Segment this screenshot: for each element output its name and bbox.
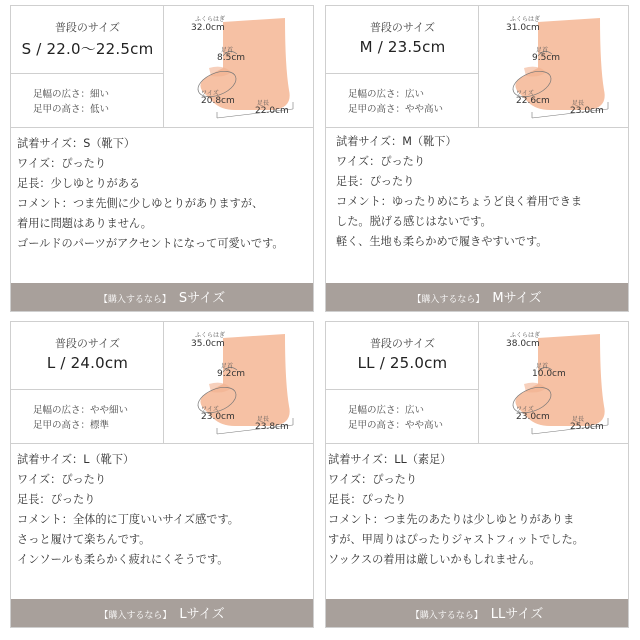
- buy-size-label: Lサイズ: [179, 607, 225, 622]
- description-line: 着用に問題はありません。: [17, 217, 152, 230]
- size-card-l: [10, 321, 314, 628]
- description-line: 足長：ぴったり: [336, 175, 415, 188]
- ankle-label: 足首: [536, 47, 549, 54]
- description-line: ワイズ：ぴったり: [17, 473, 107, 486]
- size-card-m: [325, 5, 629, 312]
- usual-size-value: S / 22.0〜22.5cm: [21, 40, 154, 58]
- description-line: 足長：少しゆとりがある: [17, 177, 141, 190]
- usual-size-label: 普段のサイズ: [54, 337, 121, 350]
- buy-prefix: 【購入するなら】: [412, 295, 485, 305]
- divider: [326, 73, 479, 74]
- length-value: 23.8cm: [255, 422, 289, 432]
- length-label: 足長: [572, 416, 585, 423]
- foot-illustration: [480, 6, 628, 128]
- card-top: [11, 6, 313, 128]
- length-value: 22.0cm: [255, 106, 289, 116]
- foot-width: 足幅の広さ：広い: [348, 405, 425, 416]
- description-line: ワイズ：ぴったり: [17, 157, 107, 170]
- description-line: インソールも柔らかく疲れにくそうです。: [17, 553, 229, 566]
- calf-label: ふくらはぎ: [510, 16, 541, 23]
- foot-illustration: [480, 322, 628, 444]
- description-line: 軽く、生地も柔らかめで履きやすいです。: [336, 235, 548, 248]
- description-line: コメント：つま先側に少しゆとりがありますが、: [17, 197, 264, 210]
- description-line: ワイズ：ぴったり: [336, 155, 426, 168]
- buy-prefix: 【購入するなら】: [98, 295, 171, 305]
- usual-size-box: [11, 6, 164, 128]
- usual-size-value: L / 24.0cm: [46, 354, 129, 372]
- description-line: ワイズ：ぴったり: [328, 473, 418, 486]
- instep-height: 足甲の高さ：標準: [33, 420, 110, 431]
- calf-value: 32.0cm: [191, 23, 225, 33]
- description-line: ゴールドのパーツがアクセントになって可愛いです。: [17, 237, 284, 250]
- ankle-value: 9.2cm: [217, 369, 246, 379]
- description-line: 試着サイズ：LL（素足）: [328, 453, 452, 466]
- ankle-value: 10.0cm: [532, 369, 566, 379]
- usual-size-box: [326, 6, 479, 128]
- calf-value: 31.0cm: [506, 23, 540, 33]
- description-line: さっと履けて楽ちんです。: [17, 533, 151, 546]
- length-label: 足長: [257, 416, 270, 423]
- buy-size-label: Mサイズ: [492, 291, 542, 306]
- fitting-description: [336, 132, 630, 252]
- ankle-label: 足首: [221, 47, 234, 54]
- buy-size-button[interactable]: [11, 599, 313, 627]
- buy-prefix: 【購入するなら】: [410, 611, 483, 621]
- foot-width: 足幅の広さ：細い: [33, 89, 110, 100]
- calf-value: 38.0cm: [506, 339, 540, 349]
- fitting-description: [17, 134, 311, 254]
- description-line: 試着サイズ：M（靴下）: [336, 135, 457, 148]
- divider: [11, 73, 164, 74]
- calf-value: 35.0cm: [191, 339, 225, 349]
- description-line: コメント：つま先のあたりは少しゆとりがありま: [328, 513, 575, 526]
- foot-width: 足幅の広さ：やや細い: [33, 405, 129, 416]
- description-line: 試着サイズ：S（靴下）: [17, 137, 136, 150]
- divider: [11, 389, 164, 390]
- size-card-s: [10, 5, 314, 312]
- instep-height: 足甲の高さ：低い: [33, 104, 110, 115]
- foot-illustration: [165, 322, 313, 444]
- ankle-value: 9.5cm: [532, 53, 561, 63]
- description-line: 足長：ぴったり: [328, 493, 407, 506]
- length-label: 足長: [572, 100, 585, 107]
- wise-label: ワイズ: [201, 90, 219, 97]
- usual-size-label: 普段のサイズ: [369, 337, 436, 350]
- wise-value: 22.6cm: [516, 96, 550, 106]
- ankle-label: 足首: [221, 363, 234, 370]
- length-value: 23.0cm: [570, 106, 604, 116]
- wise-label: ワイズ: [201, 406, 219, 413]
- wise-value: 20.8cm: [201, 96, 235, 106]
- ankle-value: 8.5cm: [217, 53, 246, 63]
- buy-size-button[interactable]: [326, 283, 628, 311]
- usual-size-label: 普段のサイズ: [369, 21, 436, 34]
- buy-size-button[interactable]: [326, 599, 628, 627]
- foot-width: 足幅の広さ：広い: [348, 89, 425, 100]
- buy-size-label: Sサイズ: [178, 291, 226, 306]
- description-line: ソックスの着用は厳しいかもしれません。: [328, 553, 541, 566]
- fitting-description: [17, 450, 311, 570]
- wise-value: 23.0cm: [516, 412, 550, 422]
- size-card-ll: [325, 321, 629, 628]
- buy-size-button[interactable]: [11, 283, 313, 311]
- description-line: した。脱げる感じはないです。: [336, 215, 492, 228]
- fitting-description: [328, 450, 622, 570]
- length-value: 25.0cm: [570, 422, 604, 432]
- length-label: 足長: [257, 100, 270, 107]
- wise-value: 23.0cm: [201, 412, 235, 422]
- buy-prefix: 【購入するなら】: [99, 611, 172, 621]
- instep-height: 足甲の高さ：やや高い: [348, 420, 444, 431]
- usual-size-box: [326, 322, 479, 444]
- card-top: [326, 6, 628, 128]
- description-line: すが、甲周りはぴったりジャストフィットでした。: [328, 533, 584, 546]
- description-line: コメント：全体的に丁度いいサイズ感です。: [17, 513, 239, 526]
- description-line: コメント：ゆったりめにちょうど良く着用できま: [336, 195, 583, 208]
- usual-size-label: 普段のサイズ: [54, 21, 121, 34]
- description-line: 試着サイズ：L（靴下）: [17, 453, 135, 466]
- calf-label: ふくらはぎ: [195, 332, 226, 339]
- buy-size-label: LLサイズ: [490, 607, 544, 622]
- instep-height: 足甲の高さ：やや高い: [348, 104, 444, 115]
- usual-size-value: M / 23.5cm: [359, 38, 446, 56]
- description-line: 足長：ぴったり: [17, 493, 96, 506]
- divider: [326, 389, 479, 390]
- calf-label: ふくらはぎ: [195, 16, 226, 23]
- foot-illustration: [165, 6, 313, 128]
- usual-size-box: [11, 322, 164, 444]
- calf-label: ふくらはぎ: [510, 332, 541, 339]
- wise-label: ワイズ: [516, 90, 534, 97]
- usual-size-value: LL / 25.0cm: [357, 354, 448, 372]
- wise-label: ワイズ: [516, 406, 534, 413]
- ankle-label: 足首: [536, 363, 549, 370]
- card-top: [11, 322, 313, 444]
- card-top: [326, 322, 628, 444]
